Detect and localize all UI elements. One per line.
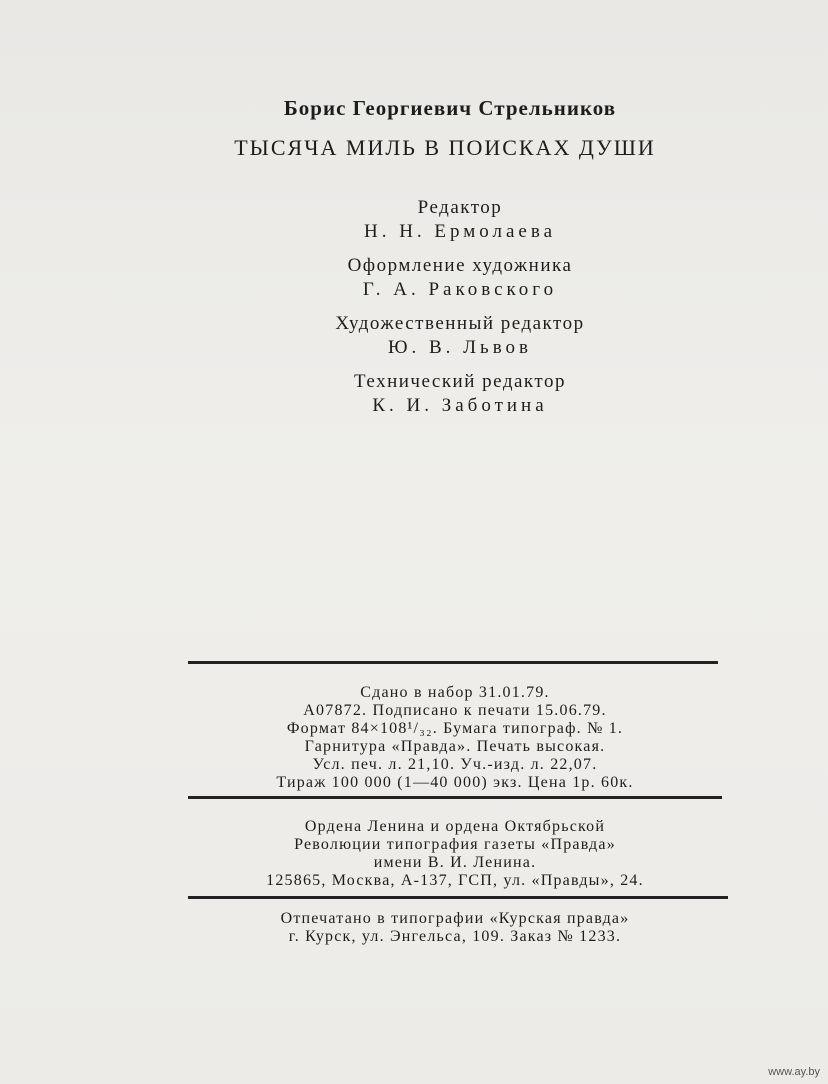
publisher-info <box>190 818 720 890</box>
book-title: ТЫСЯЧА МИЛЬ В ПОИСКАХ ДУШИ <box>234 135 656 160</box>
publisher-line: Революции типография газеты «Правда» <box>294 836 616 853</box>
credit-role: Оформление художника <box>347 255 573 276</box>
credit-design <box>260 254 660 302</box>
print-detail-line: Тираж 100 000 (1—40 000) экз. Цена 1р. 60к. <box>276 774 634 791</box>
credit-tech-editor <box>260 370 660 418</box>
divider-bottom <box>188 896 728 899</box>
author-name: Борис Георгиевич Стрельников <box>283 96 617 120</box>
publisher-line: имени В. И. Ленина. <box>373 854 537 871</box>
credit-person: Ю. В. Львов <box>387 337 533 358</box>
printer-line: г. Курск, ул. Энгельса, 109. Заказ № 1233. <box>288 928 622 945</box>
credits-section <box>260 196 660 428</box>
divider-middle <box>188 796 722 799</box>
credit-role: Художественный редактор <box>335 313 585 334</box>
publisher-line: Ордена Ленина и ордена Октябрьской <box>304 818 606 835</box>
watermark: www.ay.by <box>768 1066 820 1078</box>
printer-line: Отпечатано в типографии «Курская правда» <box>280 910 630 927</box>
credit-person: Н. Н. Ермолаева <box>363 221 557 242</box>
printer-info <box>190 910 720 946</box>
print-detail-line: Усл. печ. л. 21,10. Уч.-изд. л. 22,07. <box>312 756 598 773</box>
print-details <box>190 684 720 792</box>
publisher-line: 125865, Москва, А-137, ГСП, ул. «Правды», 24. <box>266 872 644 889</box>
credit-editor <box>260 196 660 244</box>
print-detail-line: Сдано в набор 31.01.79. <box>360 684 550 701</box>
credit-person: К. И. Заботина <box>372 395 548 416</box>
print-detail-line: Гарнитура «Правда». Печать высокая. <box>304 738 606 755</box>
credit-role: Редактор <box>417 197 503 218</box>
credit-person: Г. А. Раковского <box>362 279 558 300</box>
print-detail-line: Формат 84×108¹/₃₂. Бумага типограф. № 1. <box>286 720 624 737</box>
credit-art-editor <box>260 312 660 360</box>
credit-role: Технический редактор <box>354 371 566 392</box>
print-detail-line: А07872. Подписано к печати 15.06.79. <box>303 702 607 719</box>
divider-top <box>188 661 718 664</box>
